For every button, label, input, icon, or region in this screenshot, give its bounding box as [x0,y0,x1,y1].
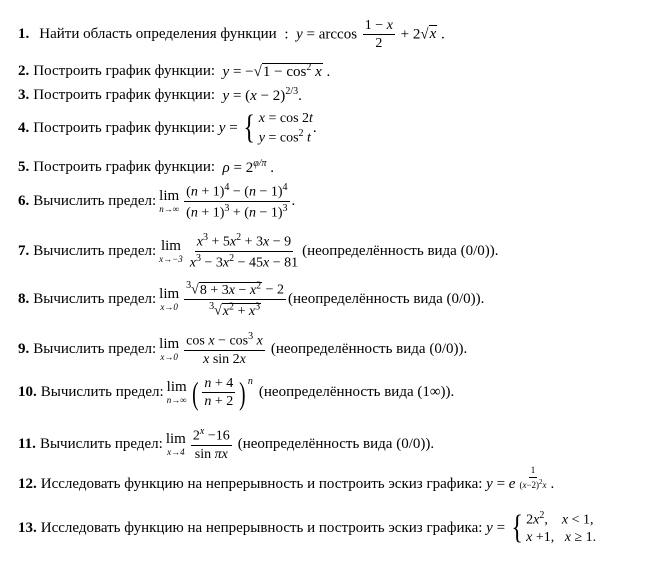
problem-13 [18,510,596,547]
problem-note: (неопределённость вида (0/0)). [288,291,485,308]
formula: : y = arccos $\frac{1 - x}{2}$ + 2√x . [280,18,445,52]
problem-text: Вычислить предел: [33,340,157,357]
problem-text: Вычислить предел: [40,384,164,401]
problem-number: 4. [18,119,30,136]
problem-text: Вычислить предел: [33,193,157,210]
problem-text: Построить график функции: [33,87,216,103]
problem-2 [18,62,330,81]
problem-number: 3. [18,87,30,103]
problem-number: 9. [18,340,30,357]
problem-6 [18,182,295,221]
problem-11 [18,426,434,462]
problem-number: 7. [18,243,30,260]
problem-10 [18,376,454,410]
problem-note: (неопределённость вида (0/0)). [237,435,435,452]
formula: $\rho = 2^{\varphi/\pi}$ . [222,158,275,176]
formula: lim n→∞ $\frac{(n + 1)^4 - (n - 1)^4}{(n + 1)^3 + (n - 1)^3}$ . [159,182,296,221]
problem-note: (неопределённость вида (0/0)). [270,340,468,357]
formula: $y = -√1 - \cos^2 x$ . [222,62,331,80]
problem-text: Вычислить предел: [39,435,163,452]
problem-text: Построить график функции: [33,119,216,136]
problem-number: 12. [18,476,37,492]
problem-number: 8. [18,291,30,308]
formula: $y = (x - 2)^{2/3}$. [222,86,302,104]
problem-8 [18,280,484,319]
problem-text: Вычислить предел: [33,243,157,260]
problem-text: Вычислить предел: [33,291,157,308]
formula: lim x→−3 $\frac{x^3 + 5x^2 + 3x - 9}{x^3 - 3x^2 - 45x - 81}$ [159,232,299,271]
formula: y = e $\frac{1}{(x-2)^2x}$ . [486,465,555,492]
problem-7 [18,232,499,271]
problem-number: 1. [18,26,30,43]
problem-note: (неопределённость вида (0/0)). [302,243,499,260]
problem-number: 6. [18,193,30,210]
formula: lim x→4 $\frac{2^x -16}{\text{sin πx}}$ [165,426,230,463]
problem-number: 2. [18,63,30,79]
problem-5 [18,158,274,177]
formula: y = { $2x^2$, x < 1, x +1, x ≥ 1. [486,509,597,547]
formula: y = { x = cos 2t $y = \cos^2 t$ . [218,109,317,147]
formula: lim x→0 $\frac{^3√8 + 3x - x^2 - 2}{^3√x^2 + x^3}$ [159,280,285,319]
problem-3 [18,86,302,105]
problem-number: 10. [18,384,37,401]
problem-number: 5. [18,159,30,175]
problem-4 [18,110,317,147]
problem-9 [18,331,467,367]
problem-12 [18,465,555,493]
problem-text: Исследовать функцию на непрерывность и построить эскиз графика: [40,476,483,492]
problem-text: Построить график функции: [33,63,216,79]
problem-note: (неопределённость вида (1∞)). [258,384,455,401]
problem-number: 11. [18,435,36,452]
problem-text: Построить график функции: [33,159,216,175]
problem-number: 13. [18,519,37,536]
problem-1 [18,18,445,52]
problem-text: Найти область определения функции [39,26,277,43]
formula: lim x→0 $\frac{\cos x - \cos^3 x}{\text{x sin 2x}}$ [159,331,263,368]
problem-text: Исследовать функцию на непрерывность и построить эскиз графика: [40,519,483,536]
formula: lim n→∞ ( $\frac{n + 4}{n + 2}$ ) $^n$ [166,374,253,411]
